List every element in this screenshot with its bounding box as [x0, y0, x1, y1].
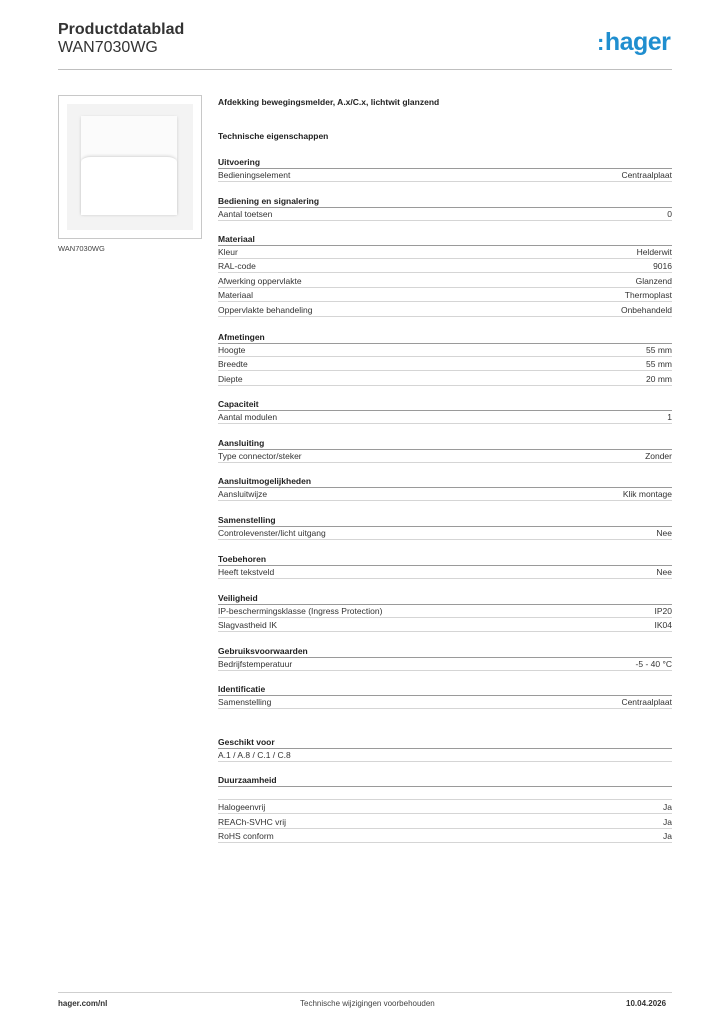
- spec-value: 55 mm: [646, 345, 672, 355]
- spec-label: Aantal modulen: [218, 412, 278, 422]
- product-code: WAN7030WG: [58, 39, 158, 56]
- motion-sensor-lens-graphic: [81, 156, 177, 215]
- spec-row: [218, 526, 672, 540]
- section-title: Uitvoering: [218, 157, 261, 167]
- spec-value: Nee: [656, 567, 672, 577]
- spec-row: [218, 410, 672, 424]
- spec-value: Onbehandeld: [620, 304, 672, 315]
- spec-label: REACh-SVHC vrij: [218, 816, 287, 827]
- spec-label: Aansluitwijze: [218, 489, 268, 499]
- spec-value: 9016: [653, 261, 672, 272]
- spec-row: [218, 303, 672, 317]
- footer-website[interactable]: hager.com/nl: [58, 999, 108, 1008]
- section-title: Aansluiting: [218, 438, 265, 448]
- spec-value: Nee: [656, 528, 672, 538]
- spec-row: [218, 786, 672, 800]
- spec-row: [218, 357, 672, 371]
- spec-label: Slagvastheid IK: [218, 620, 278, 631]
- spec-label: Aantal toetsen: [218, 209, 273, 219]
- spec-label: Breedte: [218, 359, 248, 370]
- spec-label: Diepte: [218, 373, 243, 384]
- spec-row: [218, 657, 672, 671]
- section-title: Afmetingen: [218, 332, 265, 342]
- spec-row: [218, 259, 672, 273]
- spec-row: [218, 343, 672, 357]
- section-title: Gebruiksvoorwaarden: [218, 646, 308, 656]
- spec-label: Type connector/steker: [218, 451, 302, 461]
- spec-value: Ja: [663, 816, 672, 827]
- footer-date: 10.04.2026: [626, 999, 667, 1008]
- section-title: Identificatie: [218, 684, 266, 694]
- spec-row: [218, 829, 672, 843]
- logo-text: hager: [604, 28, 671, 56]
- footer-notice: Technische wijzigingen voorbehouden: [300, 999, 435, 1008]
- spec-value: Ja: [663, 831, 672, 842]
- spec-row: [218, 565, 672, 579]
- footer-divider: [58, 992, 672, 993]
- technical-properties-heading: Technische eigenschappen: [218, 131, 329, 141]
- spec-value: -5 - 40 °C: [635, 659, 672, 669]
- spec-row: [218, 487, 672, 501]
- spec-value: Zonder: [645, 451, 672, 461]
- spec-value: Glanzend: [635, 275, 672, 286]
- spec-label: RoHS conform: [218, 831, 274, 842]
- spec-value: 20 mm: [646, 373, 672, 384]
- product-description: Afdekking bewegingsmelder, A.x/C.x, lichtwit glanzend: [218, 97, 440, 107]
- spec-value: IK04: [654, 620, 672, 631]
- section-title: Aansluitmogelijkheden: [218, 476, 312, 486]
- section-title: Capaciteit: [218, 399, 259, 409]
- image-caption: WAN7030WG: [58, 244, 105, 253]
- spec-value: IP20: [654, 606, 672, 616]
- spec-row: [218, 372, 672, 386]
- section-title: Toebehoren: [218, 554, 267, 564]
- page-title: Productdatablad: [58, 21, 185, 38]
- spec-row: [218, 207, 672, 221]
- spec-row: [218, 245, 672, 259]
- section-title: Duurzaamheid: [218, 775, 277, 785]
- spec-label: A.1 / A.8 / C.1 / C.8: [218, 750, 291, 760]
- spec-row: [218, 695, 672, 709]
- spec-label: Hoogte: [218, 345, 246, 355]
- spec-label: Materiaal: [218, 290, 253, 301]
- spec-row: [218, 815, 672, 829]
- spec-value: Centraalplaat: [621, 170, 672, 180]
- spec-row: [218, 748, 672, 762]
- spec-value: 0: [667, 209, 672, 219]
- spec-value: 55 mm: [646, 359, 672, 370]
- spec-row: [218, 604, 672, 618]
- spec-value: Klik montage: [622, 489, 672, 499]
- spec-label: IP-beschermingsklasse (Ingress Protection): [218, 606, 383, 616]
- spec-row: [218, 449, 672, 463]
- spec-label: Bedieningselement: [218, 170, 291, 180]
- spec-value: 1: [667, 412, 672, 422]
- spec-value: Helderwit: [636, 247, 672, 257]
- spec-row: [218, 618, 672, 632]
- spec-row: [218, 168, 672, 182]
- section-title: Veiligheid: [218, 593, 258, 603]
- spec-row: [218, 800, 672, 814]
- header-divider: [58, 69, 672, 70]
- spec-label: Heeft tekstveld: [218, 567, 275, 577]
- spec-label: Afwerking oppervlakte: [218, 275, 302, 286]
- spec-label: Bedrijfstemperatuur: [218, 659, 293, 669]
- product-image: [58, 95, 202, 239]
- spec-label: Samenstelling: [218, 697, 272, 707]
- spec-label: Kleur: [218, 247, 238, 257]
- section-title: Materiaal: [218, 234, 255, 244]
- spec-row: [218, 288, 672, 302]
- section-title: Geschikt voor: [218, 737, 275, 747]
- section-title: Bediening en signalering: [218, 196, 320, 206]
- spec-value: Centraalplaat: [621, 697, 672, 707]
- spec-value: Thermoplast: [624, 290, 672, 301]
- spec-label: Oppervlakte behandeling: [218, 304, 313, 315]
- spec-label: Halogeenvrij: [218, 802, 266, 813]
- section-title: Samenstelling: [218, 515, 276, 525]
- hager-logo: :hager: [597, 28, 671, 56]
- spec-label: Controlevenster/licht uitgang: [218, 528, 326, 538]
- spec-row: [218, 274, 672, 288]
- spec-value: Ja: [663, 802, 672, 813]
- spec-label: RAL-code: [218, 261, 256, 272]
